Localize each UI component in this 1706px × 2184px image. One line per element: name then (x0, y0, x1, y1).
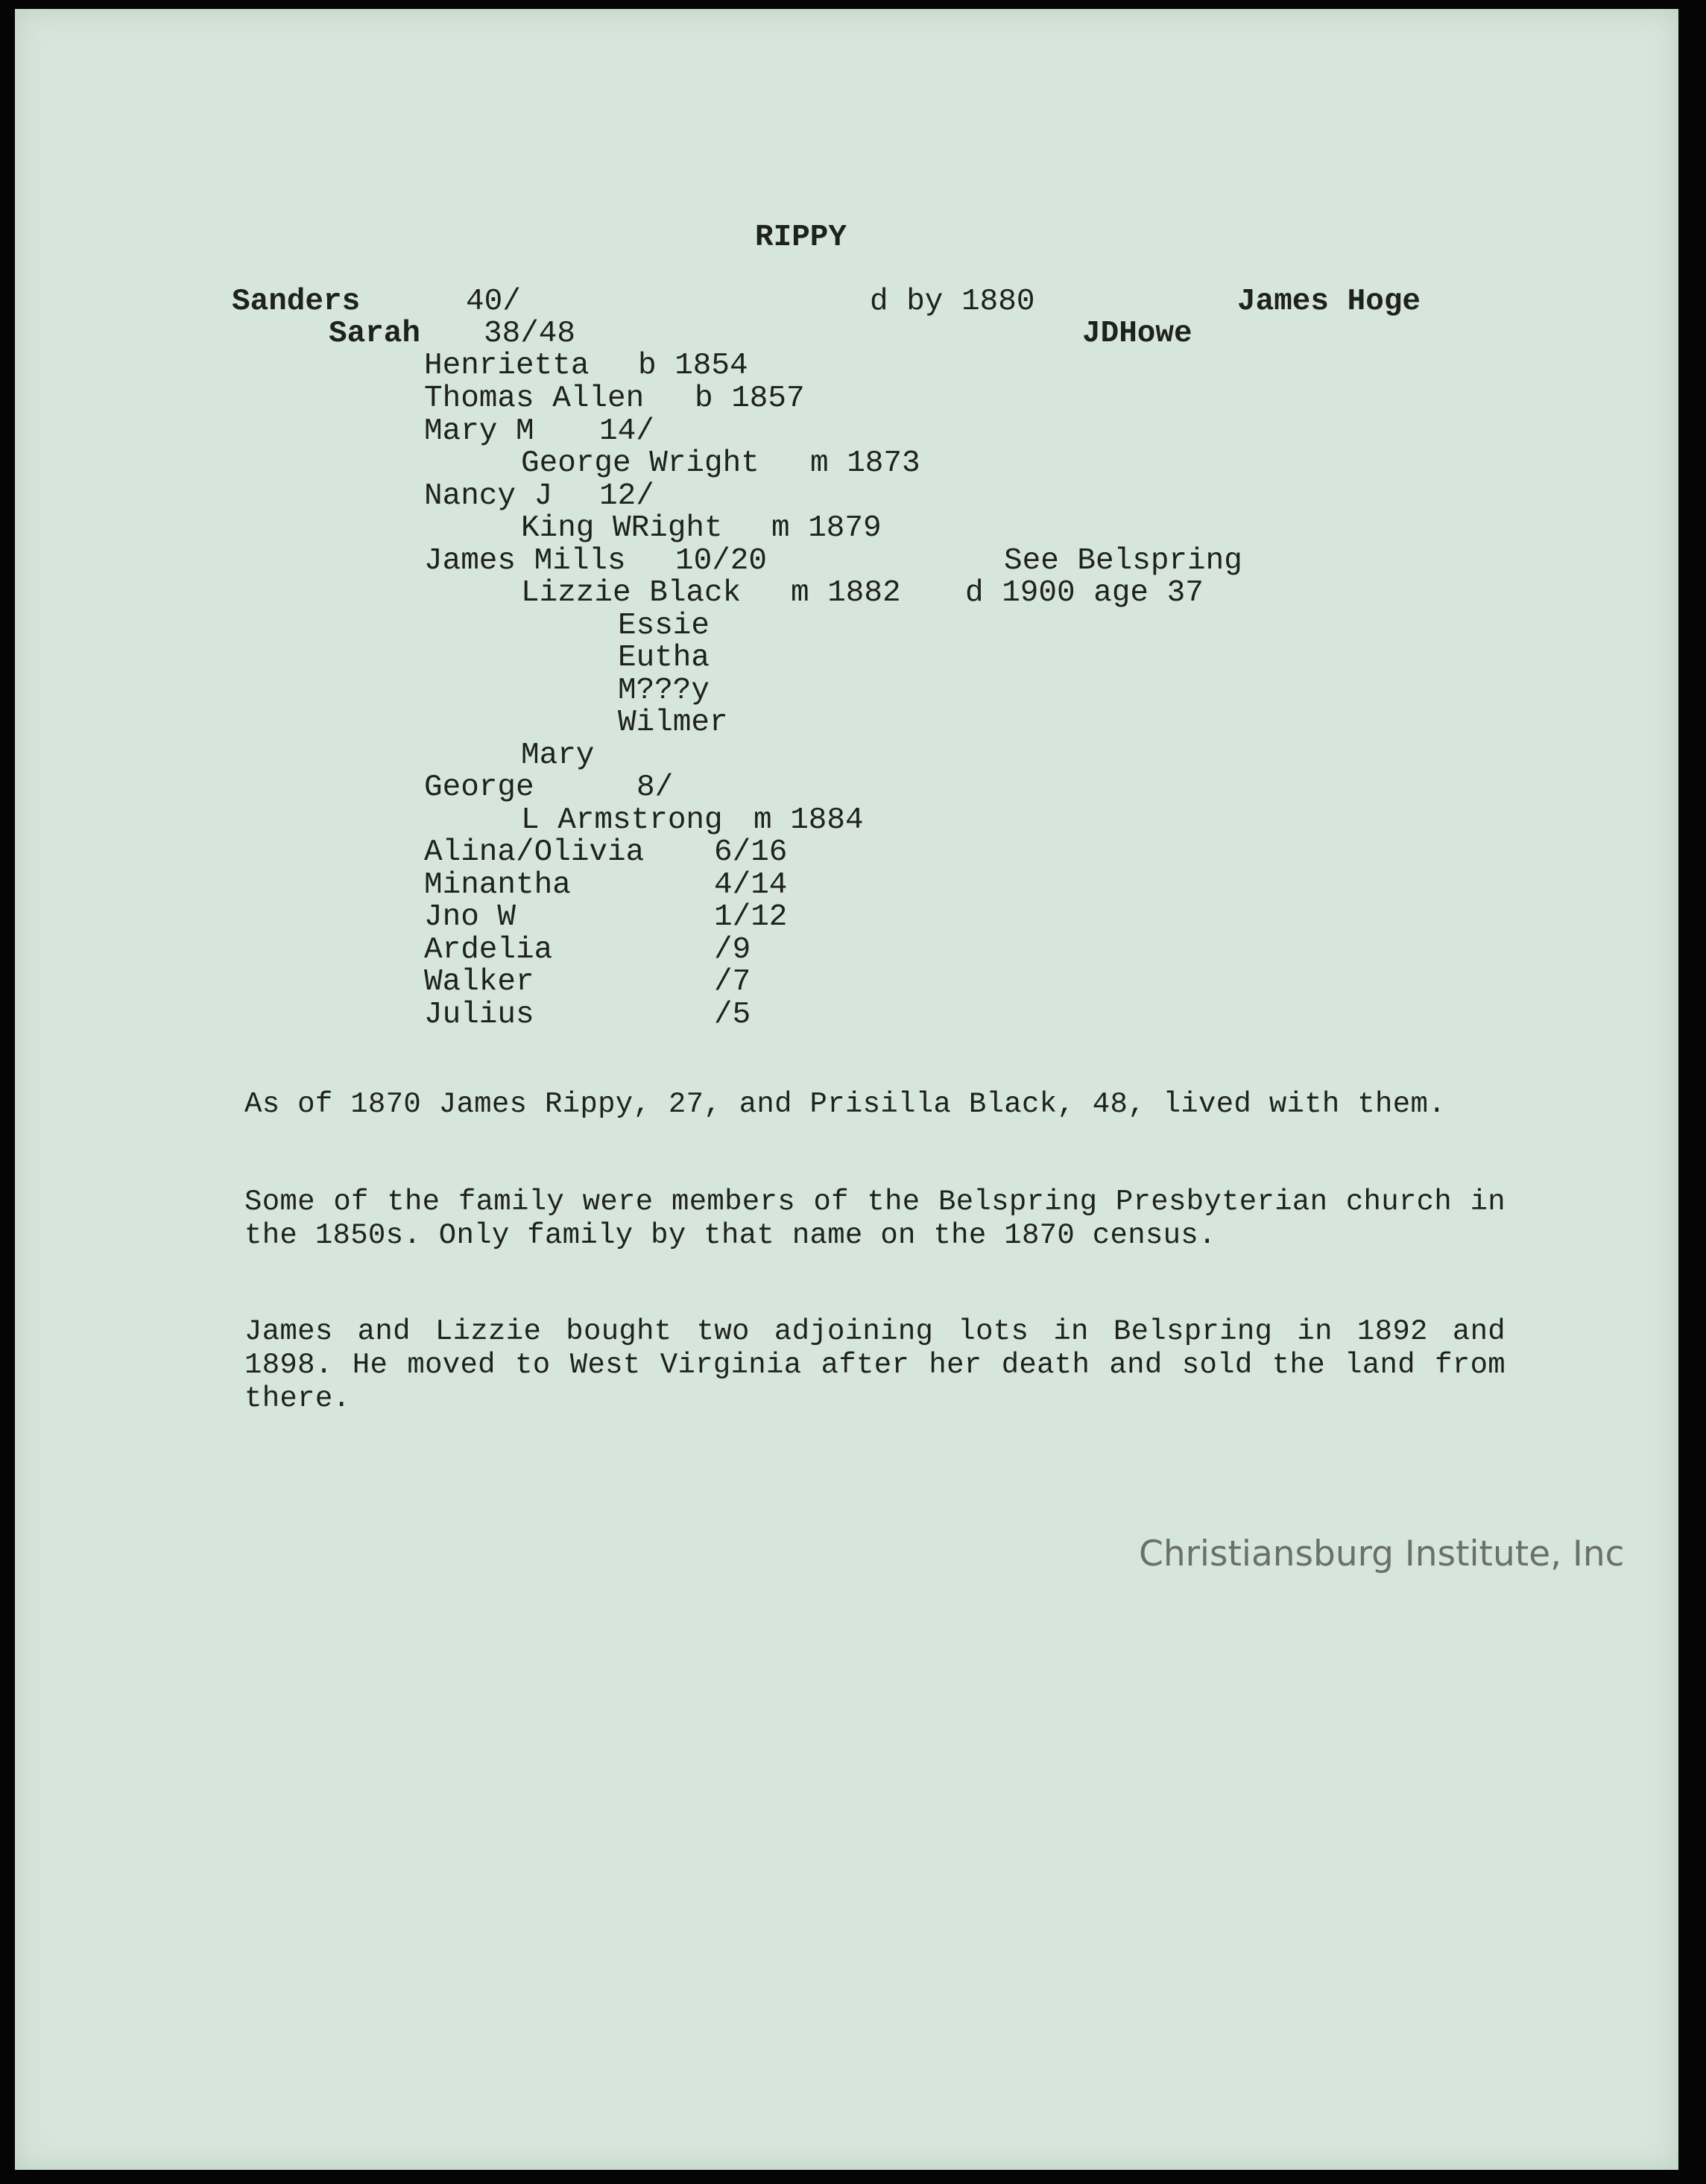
entry-name: Eutha (618, 641, 710, 675)
entry-name: Essie (618, 609, 710, 643)
entry-name: Mary M (424, 414, 534, 449)
entry-name: Lizzie Black (521, 576, 742, 610)
entry-info: b 1857 (695, 382, 805, 416)
entry-name: Wilmer (618, 706, 728, 740)
entry-name: Ardelia (424, 933, 553, 967)
father-note: James Hoge (1237, 285, 1421, 319)
father-age: 40/ (466, 285, 521, 319)
entry-name: Minantha (424, 868, 571, 902)
father-death: d by 1880 (870, 285, 1035, 319)
paragraph-land-purchase: James and Lizzie bought two adjoining lots in Belspring in 1892 and 1898. He moved to West Virginia after her death and sold the land from there. (244, 1315, 1506, 1415)
entry-name: King WRight (521, 511, 723, 545)
mother-name: Sarah (329, 317, 421, 351)
entry-info: 8/ (636, 770, 674, 805)
entry-info: b 1854 (638, 349, 748, 383)
father-name: Sanders (232, 285, 361, 319)
entry-info: /7 (714, 965, 751, 999)
entry-note: See Belspring (1004, 544, 1242, 578)
entry-info: /5 (714, 998, 751, 1032)
entry-info: /9 (714, 933, 751, 967)
paragraph-church-membership: Some of the family were members of the Belspring Presbyterian church in the 1850s. Only family by that name on the 1870 census. (244, 1186, 1506, 1252)
entry-info: m 1884 (754, 803, 864, 838)
entry-info: 10/20 (675, 544, 768, 578)
entry-name: Nancy J (424, 479, 553, 513)
watermark: Christiansburg Institute, Inc (1139, 1533, 1625, 1574)
entry-name: George (424, 770, 534, 805)
entry-info: 4/14 (714, 868, 788, 902)
entry-name: L Armstrong (521, 803, 723, 838)
entry-name: James Mills (424, 544, 626, 578)
entry-note: d 1900 age 37 (965, 576, 1204, 610)
entry-name: Henrietta (424, 349, 590, 383)
mother-note: JDHowe (1082, 317, 1192, 351)
entry-name: Julius (424, 998, 534, 1032)
paragraph-1870-residents: As of 1870 James Rippy, 27, and Prisilla Black, 48, lived with them. (244, 1088, 1446, 1121)
entry-info: m 1882 (791, 576, 901, 610)
page-title: RIPPY (755, 221, 847, 255)
entry-name: George Wright (521, 446, 759, 481)
document-page (15, 9, 1678, 2170)
entry-info: m 1873 (810, 446, 920, 481)
entry-info: m 1879 (771, 511, 882, 545)
entry-name: Thomas Allen (424, 382, 645, 416)
entry-info: 6/16 (714, 835, 788, 870)
entry-name: Mary (521, 738, 595, 773)
entry-name: Alina/Olivia (424, 835, 645, 870)
mother-age: 38/48 (484, 317, 576, 351)
entry-name: Jno W (424, 900, 516, 934)
entry-info: 1/12 (714, 900, 788, 934)
entry-name: M???y (618, 674, 710, 708)
entry-name: Walker (424, 965, 534, 999)
entry-info: 12/ (599, 479, 654, 513)
entry-info: 14/ (599, 414, 654, 449)
